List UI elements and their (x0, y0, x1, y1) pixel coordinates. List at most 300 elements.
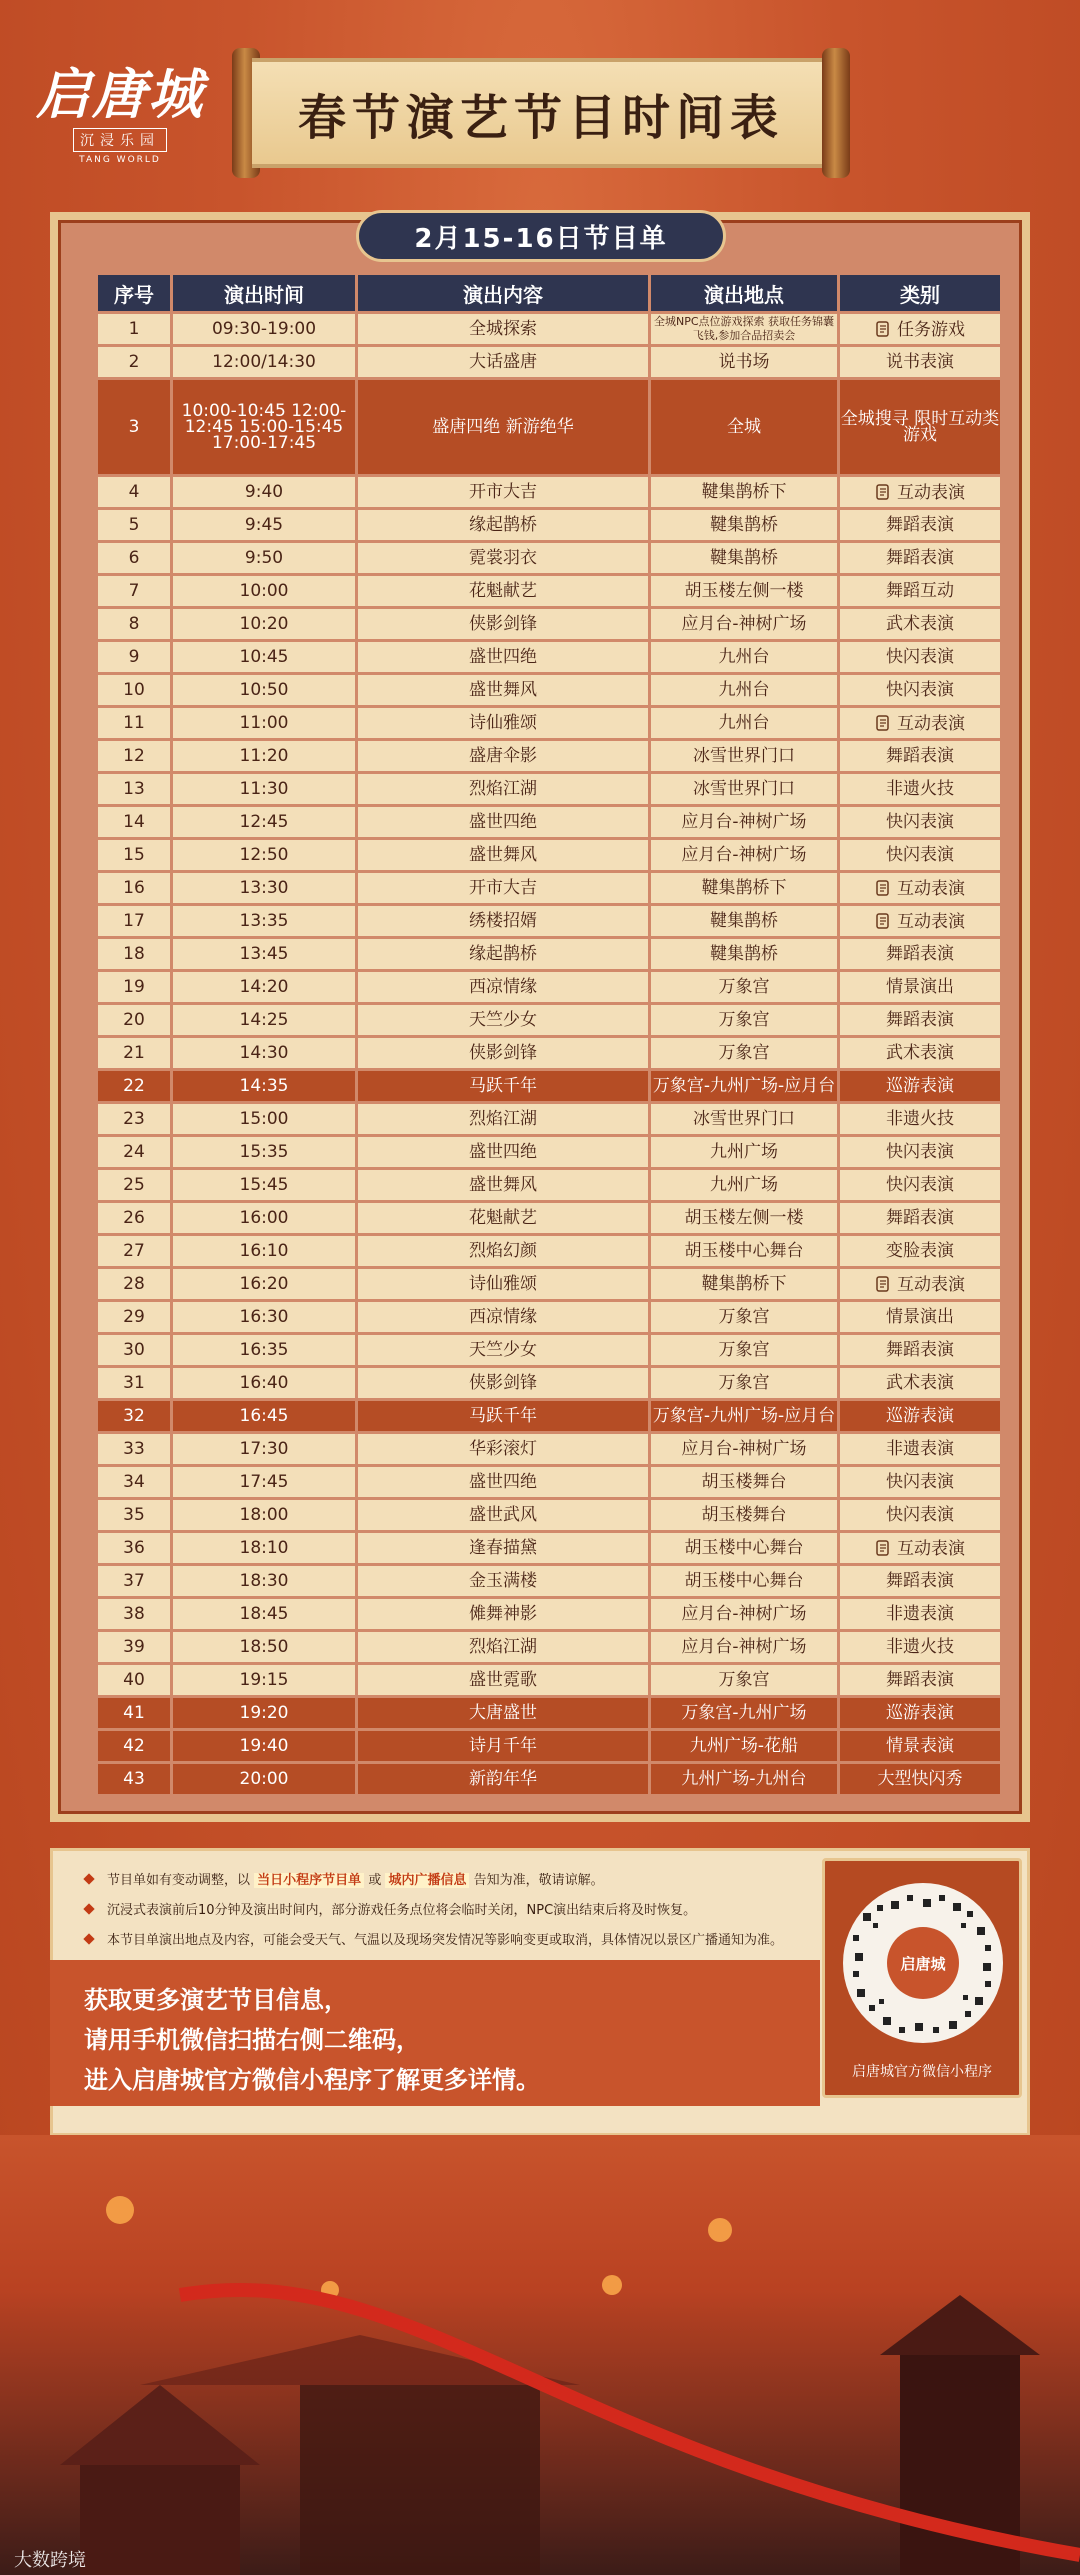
cell-time: 10:45 (173, 642, 355, 672)
schedule-table (95, 272, 1003, 1797)
cell-category: 非遗表演 (840, 1434, 1000, 1464)
cell-time: 16:40 (173, 1368, 355, 1398)
table-row (98, 1236, 1000, 1266)
cell-no: 1 (98, 314, 170, 344)
note-2-text: 沉浸式表演前后10分钟及演出时间内，部分游戏任务点位将会临时关闭，NPC演出结束后将及时恢复。 (107, 1903, 697, 1918)
cell-content: 盛世霓歌 (358, 1665, 648, 1695)
qr-code-panel (822, 1858, 1022, 2098)
cell-time: 18:50 (173, 1632, 355, 1662)
cell-no: 33 (98, 1434, 170, 1464)
qr-center-logo: 启唐城 (887, 1927, 959, 1999)
table-row (98, 1302, 1000, 1332)
palace-scene (0, 2135, 1080, 2575)
cell-venue: 冰雪世界门口 (651, 741, 837, 771)
cell-venue: 全城NPC点位游戏探索 获取任务锦囊飞钱,参加合品招卖会 (651, 314, 837, 344)
cell-content: 绣楼招婿 (358, 906, 648, 936)
cell-no: 6 (98, 543, 170, 573)
cell-content: 大话盛唐 (358, 347, 648, 377)
column-header-time: 演出时间 (173, 275, 355, 311)
cell-time: 14:30 (173, 1038, 355, 1068)
cell-category: 舞蹈表演 (840, 1335, 1000, 1365)
table-row (98, 774, 1000, 804)
cell-no: 37 (98, 1566, 170, 1596)
cell-category (840, 708, 1000, 738)
cell-time: 16:00 (173, 1203, 355, 1233)
note-1-b: 或 (368, 1873, 382, 1888)
cell-time: 18:45 (173, 1599, 355, 1629)
cell-no: 26 (98, 1203, 170, 1233)
cell-content: 盛世四绝 (358, 1137, 648, 1167)
cell-category: 舞蹈表演 (840, 1566, 1000, 1596)
table-row (98, 1731, 1000, 1761)
cell-time: 15:45 (173, 1170, 355, 1200)
cell-no: 21 (98, 1038, 170, 1068)
note-3-text: 本节目单演出地点及内容，可能会受天气、气温以及现场突发情况等影响变更或取消，具体情况以景区广播通知为准。 (107, 1933, 784, 1948)
cell-category (840, 1533, 1000, 1563)
scroll-icon (875, 1276, 891, 1292)
table-row (98, 1104, 1000, 1134)
table-row (98, 642, 1000, 672)
cell-no: 11 (98, 708, 170, 738)
title-scroll (232, 48, 850, 178)
cell-no: 5 (98, 510, 170, 540)
cell-venue: 万象宫-九州广场-应月台 (651, 1401, 837, 1431)
cell-time: 19:20 (173, 1698, 355, 1728)
cell-no: 38 (98, 1599, 170, 1629)
cell-time: 14:20 (173, 972, 355, 1002)
cell-time: 11:20 (173, 741, 355, 771)
cell-content: 西凉情缘 (358, 972, 648, 1002)
cell-content: 诗仙雅颂 (358, 708, 648, 738)
table-row (98, 1533, 1000, 1563)
cell-time: 11:30 (173, 774, 355, 804)
cell-content: 盛世四绝 (358, 642, 648, 672)
table-row (98, 1335, 1000, 1365)
cell-category: 快闪表演 (840, 642, 1000, 672)
cell-no: 15 (98, 840, 170, 870)
cell-venue: 万象宫 (651, 1302, 837, 1332)
cell-time: 11:00 (173, 708, 355, 738)
cell-content: 诗仙雅颂 (358, 1269, 648, 1299)
cell-content: 烈焰江湖 (358, 1104, 648, 1134)
cell-venue: 万象宫-九州广场 (651, 1698, 837, 1728)
brand-logo (30, 62, 210, 165)
cell-content: 花魁献艺 (358, 1203, 648, 1233)
cell-no: 36 (98, 1533, 170, 1563)
scroll-icon (875, 321, 891, 337)
cell-time: 12:45 (173, 807, 355, 837)
cell-category: 非遗火技 (840, 1104, 1000, 1134)
cell-category: 大型快闪秀 (840, 1764, 1000, 1794)
table-row (98, 708, 1000, 738)
cell-no: 3 (98, 380, 170, 474)
table-body (98, 314, 1000, 1794)
cell-content: 傩舞神影 (358, 1599, 648, 1629)
cell-category: 情景表演 (840, 1731, 1000, 1761)
table-row (98, 1038, 1000, 1068)
cell-category (840, 314, 1000, 344)
cell-time: 16:45 (173, 1401, 355, 1431)
cell-time: 13:45 (173, 939, 355, 969)
cell-venue: 胡玉楼舞台 (651, 1467, 837, 1497)
cell-venue: 九州广场-九州台 (651, 1764, 837, 1794)
cell-content: 盛世四绝 (358, 1467, 648, 1497)
cell-venue: 冰雪世界门口 (651, 1104, 837, 1134)
cell-content: 诗月千年 (358, 1731, 648, 1761)
cell-no: 14 (98, 807, 170, 837)
cell-content: 西凉情缘 (358, 1302, 648, 1332)
cell-time: 16:20 (173, 1269, 355, 1299)
bullet-icon (83, 1873, 94, 1884)
table-row (98, 477, 1000, 507)
cell-time: 16:10 (173, 1236, 355, 1266)
cell-time: 19:40 (173, 1731, 355, 1761)
qr-label: 启唐城官方微信小程序 (852, 2064, 992, 2080)
cell-category: 舞蹈表演 (840, 1665, 1000, 1695)
cell-venue: 九州广场 (651, 1137, 837, 1167)
column-header-no: 序号 (98, 275, 170, 311)
cell-category: 巡游表演 (840, 1071, 1000, 1101)
table-row (98, 543, 1000, 573)
cell-content: 烈焰江湖 (358, 1632, 648, 1662)
scroll-rod-right (822, 48, 850, 178)
cell-category (840, 873, 1000, 903)
cell-content: 新韵年华 (358, 1764, 648, 1794)
cell-category: 非遗火技 (840, 774, 1000, 804)
cell-time: 18:30 (173, 1566, 355, 1596)
cell-content: 天竺少女 (358, 1005, 648, 1035)
cell-no: 20 (98, 1005, 170, 1035)
cell-time: 10:00-10:45 12:00-12:45 15:00-15:45 17:00-17:45 (173, 380, 355, 474)
cell-category: 快闪表演 (840, 807, 1000, 837)
cell-content: 开市大吉 (358, 873, 648, 903)
cell-content: 烈焰江湖 (358, 774, 648, 804)
cell-category (840, 1269, 1000, 1299)
cell-time: 13:30 (173, 873, 355, 903)
table-row (98, 314, 1000, 344)
cell-venue: 鞬集鹊桥 (651, 939, 837, 969)
cell-venue: 万象宫 (651, 1665, 837, 1695)
category-label: 任务游戏 (897, 319, 965, 340)
note-1-highlight-miniprogram: 当日小程序节目单 (254, 1873, 364, 1888)
cell-content: 盛世舞风 (358, 1170, 648, 1200)
table-row (98, 1500, 1000, 1530)
cell-category: 情景演出 (840, 1302, 1000, 1332)
cell-content: 天竺少女 (358, 1335, 648, 1365)
date-tab: 2月15-16日节目单 (356, 210, 726, 262)
table-header-row (98, 275, 1000, 311)
cell-category: 快闪表演 (840, 675, 1000, 705)
watermark: 大数跨境 (14, 2550, 86, 2571)
cell-venue: 鞬集鹊桥下 (651, 873, 837, 903)
category-label: 互动表演 (897, 911, 965, 932)
cell-category: 舞蹈表演 (840, 510, 1000, 540)
table-row (98, 1269, 1000, 1299)
cell-category: 快闪表演 (840, 1137, 1000, 1167)
category-label: 互动表演 (897, 482, 965, 503)
cell-no: 19 (98, 972, 170, 1002)
bullet-icon (83, 1903, 94, 1914)
table-row (98, 1665, 1000, 1695)
column-header-category: 类别 (840, 275, 1000, 311)
scroll-icon (875, 913, 891, 929)
cell-content: 全城探索 (358, 314, 648, 344)
scroll-icon (875, 1540, 891, 1556)
table-row (98, 873, 1000, 903)
cell-venue: 万象宫 (651, 972, 837, 1002)
cell-time: 15:00 (173, 1104, 355, 1134)
cell-content: 开市大吉 (358, 477, 648, 507)
cell-no: 9 (98, 642, 170, 672)
cell-time: 17:45 (173, 1467, 355, 1497)
table-row (98, 1005, 1000, 1035)
cell-content: 缘起鹊桥 (358, 510, 648, 540)
cell-venue: 应月台-神树广场 (651, 609, 837, 639)
table-row (98, 576, 1000, 606)
cell-category: 武术表演 (840, 1038, 1000, 1068)
cell-content: 盛唐四绝 新游绝华 (358, 380, 648, 474)
cell-content: 逢春描黛 (358, 1533, 648, 1563)
cell-content: 缘起鹊桥 (358, 939, 648, 969)
table-row (98, 939, 1000, 969)
cell-no: 29 (98, 1302, 170, 1332)
cell-venue: 万象宫 (651, 1005, 837, 1035)
note-1-highlight-broadcast: 城内广播信息 (385, 1873, 469, 1888)
cell-venue: 万象宫 (651, 1335, 837, 1365)
cell-venue: 九州广场 (651, 1170, 837, 1200)
cell-venue: 应月台-神树广场 (651, 1632, 837, 1662)
table-row (98, 1467, 1000, 1497)
cell-time: 18:10 (173, 1533, 355, 1563)
cell-no: 2 (98, 347, 170, 377)
cell-time: 13:35 (173, 906, 355, 936)
cell-category: 舞蹈表演 (840, 939, 1000, 969)
table-row (98, 380, 1000, 474)
cell-content: 侠影剑锋 (358, 609, 648, 639)
cell-time: 18:00 (173, 1500, 355, 1530)
cell-no: 25 (98, 1170, 170, 1200)
bullet-icon (83, 1933, 94, 1944)
cell-venue: 万象宫 (651, 1038, 837, 1068)
cell-venue: 全城 (651, 380, 837, 474)
table-row (98, 1368, 1000, 1398)
cell-category: 快闪表演 (840, 1467, 1000, 1497)
scroll-icon (875, 715, 891, 731)
cell-no: 28 (98, 1269, 170, 1299)
cell-venue: 应月台-神树广场 (651, 807, 837, 837)
cell-category: 快闪表演 (840, 1500, 1000, 1530)
cell-content: 盛世四绝 (358, 807, 648, 837)
cell-no: 8 (98, 609, 170, 639)
cell-time: 19:15 (173, 1665, 355, 1695)
cell-time: 09:30-19:00 (173, 314, 355, 344)
cell-no: 16 (98, 873, 170, 903)
cell-content: 盛世舞风 (358, 840, 648, 870)
category-label: 互动表演 (897, 878, 965, 899)
cell-no: 27 (98, 1236, 170, 1266)
table-row (98, 1566, 1000, 1596)
cell-venue: 胡玉楼中心舞台 (651, 1236, 837, 1266)
cell-time: 14:35 (173, 1071, 355, 1101)
cell-venue: 应月台-神树广场 (651, 1599, 837, 1629)
cell-venue: 说书场 (651, 347, 837, 377)
cell-venue: 胡玉楼中心舞台 (651, 1566, 837, 1596)
table-row (98, 906, 1000, 936)
cell-no: 39 (98, 1632, 170, 1662)
table-row (98, 347, 1000, 377)
page-title: 春节演艺节目时间表 (297, 89, 784, 146)
cell-venue: 胡玉楼左侧一楼 (651, 1203, 837, 1233)
table-row (98, 1764, 1000, 1794)
cell-time: 10:20 (173, 609, 355, 639)
table-row (98, 1434, 1000, 1464)
cell-content: 盛世武风 (358, 1500, 648, 1530)
cell-content: 侠影剑锋 (358, 1368, 648, 1398)
cell-time: 12:00/14:30 (173, 347, 355, 377)
cell-content: 马跃千年 (358, 1401, 648, 1431)
cell-no: 30 (98, 1335, 170, 1365)
table-row (98, 1071, 1000, 1101)
cell-no: 42 (98, 1731, 170, 1761)
table-row (98, 675, 1000, 705)
cell-time: 16:35 (173, 1335, 355, 1365)
table-row (98, 1599, 1000, 1629)
cell-no: 43 (98, 1764, 170, 1794)
cell-category (840, 477, 1000, 507)
logo-sub-text: 沉浸乐园 (73, 128, 167, 152)
cell-no: 40 (98, 1665, 170, 1695)
table-row (98, 1170, 1000, 1200)
qr-code[interactable] (843, 1883, 1003, 2043)
cell-category: 舞蹈表演 (840, 543, 1000, 573)
cell-no: 24 (98, 1137, 170, 1167)
cell-category: 变脸表演 (840, 1236, 1000, 1266)
cell-content: 花魁献艺 (358, 576, 648, 606)
cell-time: 9:50 (173, 543, 355, 573)
cell-category: 舞蹈表演 (840, 1203, 1000, 1233)
table-row (98, 741, 1000, 771)
cell-category: 说书表演 (840, 347, 1000, 377)
cell-time: 14:25 (173, 1005, 355, 1035)
note-line-3 (85, 1929, 783, 1948)
cell-content: 大唐盛世 (358, 1698, 648, 1728)
cell-category: 巡游表演 (840, 1698, 1000, 1728)
cell-category (840, 906, 1000, 936)
cell-no: 32 (98, 1401, 170, 1431)
cell-category: 非遗表演 (840, 1599, 1000, 1629)
cell-no: 22 (98, 1071, 170, 1101)
cell-category: 舞蹈表演 (840, 741, 1000, 771)
cell-venue: 万象宫-九州广场-应月台 (651, 1071, 837, 1101)
cta-line-2: 请用手机微信扫描右侧二维码， (84, 2026, 420, 2054)
cell-category: 武术表演 (840, 1368, 1000, 1398)
note-1-c: 告知为准，敬请谅解。 (473, 1873, 604, 1888)
cell-content: 侠影剑锋 (358, 1038, 648, 1068)
scroll-icon (875, 880, 891, 896)
cell-no: 23 (98, 1104, 170, 1134)
cta-panel (50, 1960, 820, 2106)
cell-venue: 鞬集鹊桥 (651, 543, 837, 573)
cell-venue: 鞬集鹊桥 (651, 906, 837, 936)
category-label: 互动表演 (897, 1538, 965, 1559)
cell-time: 9:40 (173, 477, 355, 507)
cell-content: 盛世舞风 (358, 675, 648, 705)
cell-no: 35 (98, 1500, 170, 1530)
table-row (98, 840, 1000, 870)
cell-venue: 胡玉楼中心舞台 (651, 1533, 837, 1563)
cell-content: 烈焰幻颜 (358, 1236, 648, 1266)
logo-en-text: TANG WORLD (79, 155, 161, 165)
cell-no: 31 (98, 1368, 170, 1398)
cell-venue: 冰雪世界门口 (651, 774, 837, 804)
scroll-icon (875, 484, 891, 500)
palace-illustration (0, 2135, 1080, 2575)
category-label: 互动表演 (897, 713, 965, 734)
cell-venue: 胡玉楼舞台 (651, 1500, 837, 1530)
note-line-1 (85, 1869, 604, 1888)
note-line-2 (85, 1899, 696, 1918)
cell-no: 4 (98, 477, 170, 507)
table-row (98, 609, 1000, 639)
cell-category: 全城搜寻 限时互动类游戏 (840, 380, 1000, 474)
cell-content: 马跃千年 (358, 1071, 648, 1101)
cell-no: 12 (98, 741, 170, 771)
cell-venue: 九州台 (651, 675, 837, 705)
cell-venue: 应月台-神树广场 (651, 840, 837, 870)
cell-time: 17:30 (173, 1434, 355, 1464)
cell-time: 15:35 (173, 1137, 355, 1167)
cell-venue: 鞬集鹊桥下 (651, 477, 837, 507)
cell-venue: 鞬集鹊桥下 (651, 1269, 837, 1299)
cell-no: 10 (98, 675, 170, 705)
cell-category: 非遗火技 (840, 1632, 1000, 1662)
logo-main-text: 启唐城 (36, 62, 204, 126)
cell-time: 10:50 (173, 675, 355, 705)
cell-time: 12:50 (173, 840, 355, 870)
cell-category: 舞蹈互动 (840, 576, 1000, 606)
scroll-paper (252, 58, 830, 168)
column-header-venue: 演出地点 (651, 275, 837, 311)
cell-category: 巡游表演 (840, 1401, 1000, 1431)
category-label: 互动表演 (897, 1274, 965, 1295)
cell-no: 7 (98, 576, 170, 606)
cell-category: 情景演出 (840, 972, 1000, 1002)
table-row (98, 1698, 1000, 1728)
cell-venue: 九州台 (651, 642, 837, 672)
cell-no: 41 (98, 1698, 170, 1728)
table-row (98, 807, 1000, 837)
cell-category: 舞蹈表演 (840, 1005, 1000, 1035)
cell-time: 20:00 (173, 1764, 355, 1794)
cell-category: 快闪表演 (840, 1170, 1000, 1200)
cell-venue: 九州广场-花船 (651, 1731, 837, 1761)
cell-time: 16:30 (173, 1302, 355, 1332)
table-row (98, 1203, 1000, 1233)
cell-time: 10:00 (173, 576, 355, 606)
table-row (98, 510, 1000, 540)
table-row (98, 1137, 1000, 1167)
column-header-content: 演出内容 (358, 275, 648, 311)
cell-content: 盛唐伞影 (358, 741, 648, 771)
cell-venue: 鞬集鹊桥 (651, 510, 837, 540)
cell-venue: 胡玉楼左侧一楼 (651, 576, 837, 606)
table-row (98, 1632, 1000, 1662)
cell-content: 华彩滚灯 (358, 1434, 648, 1464)
cell-venue: 万象宫 (651, 1368, 837, 1398)
cell-venue: 九州台 (651, 708, 837, 738)
cell-no: 18 (98, 939, 170, 969)
cell-no: 13 (98, 774, 170, 804)
